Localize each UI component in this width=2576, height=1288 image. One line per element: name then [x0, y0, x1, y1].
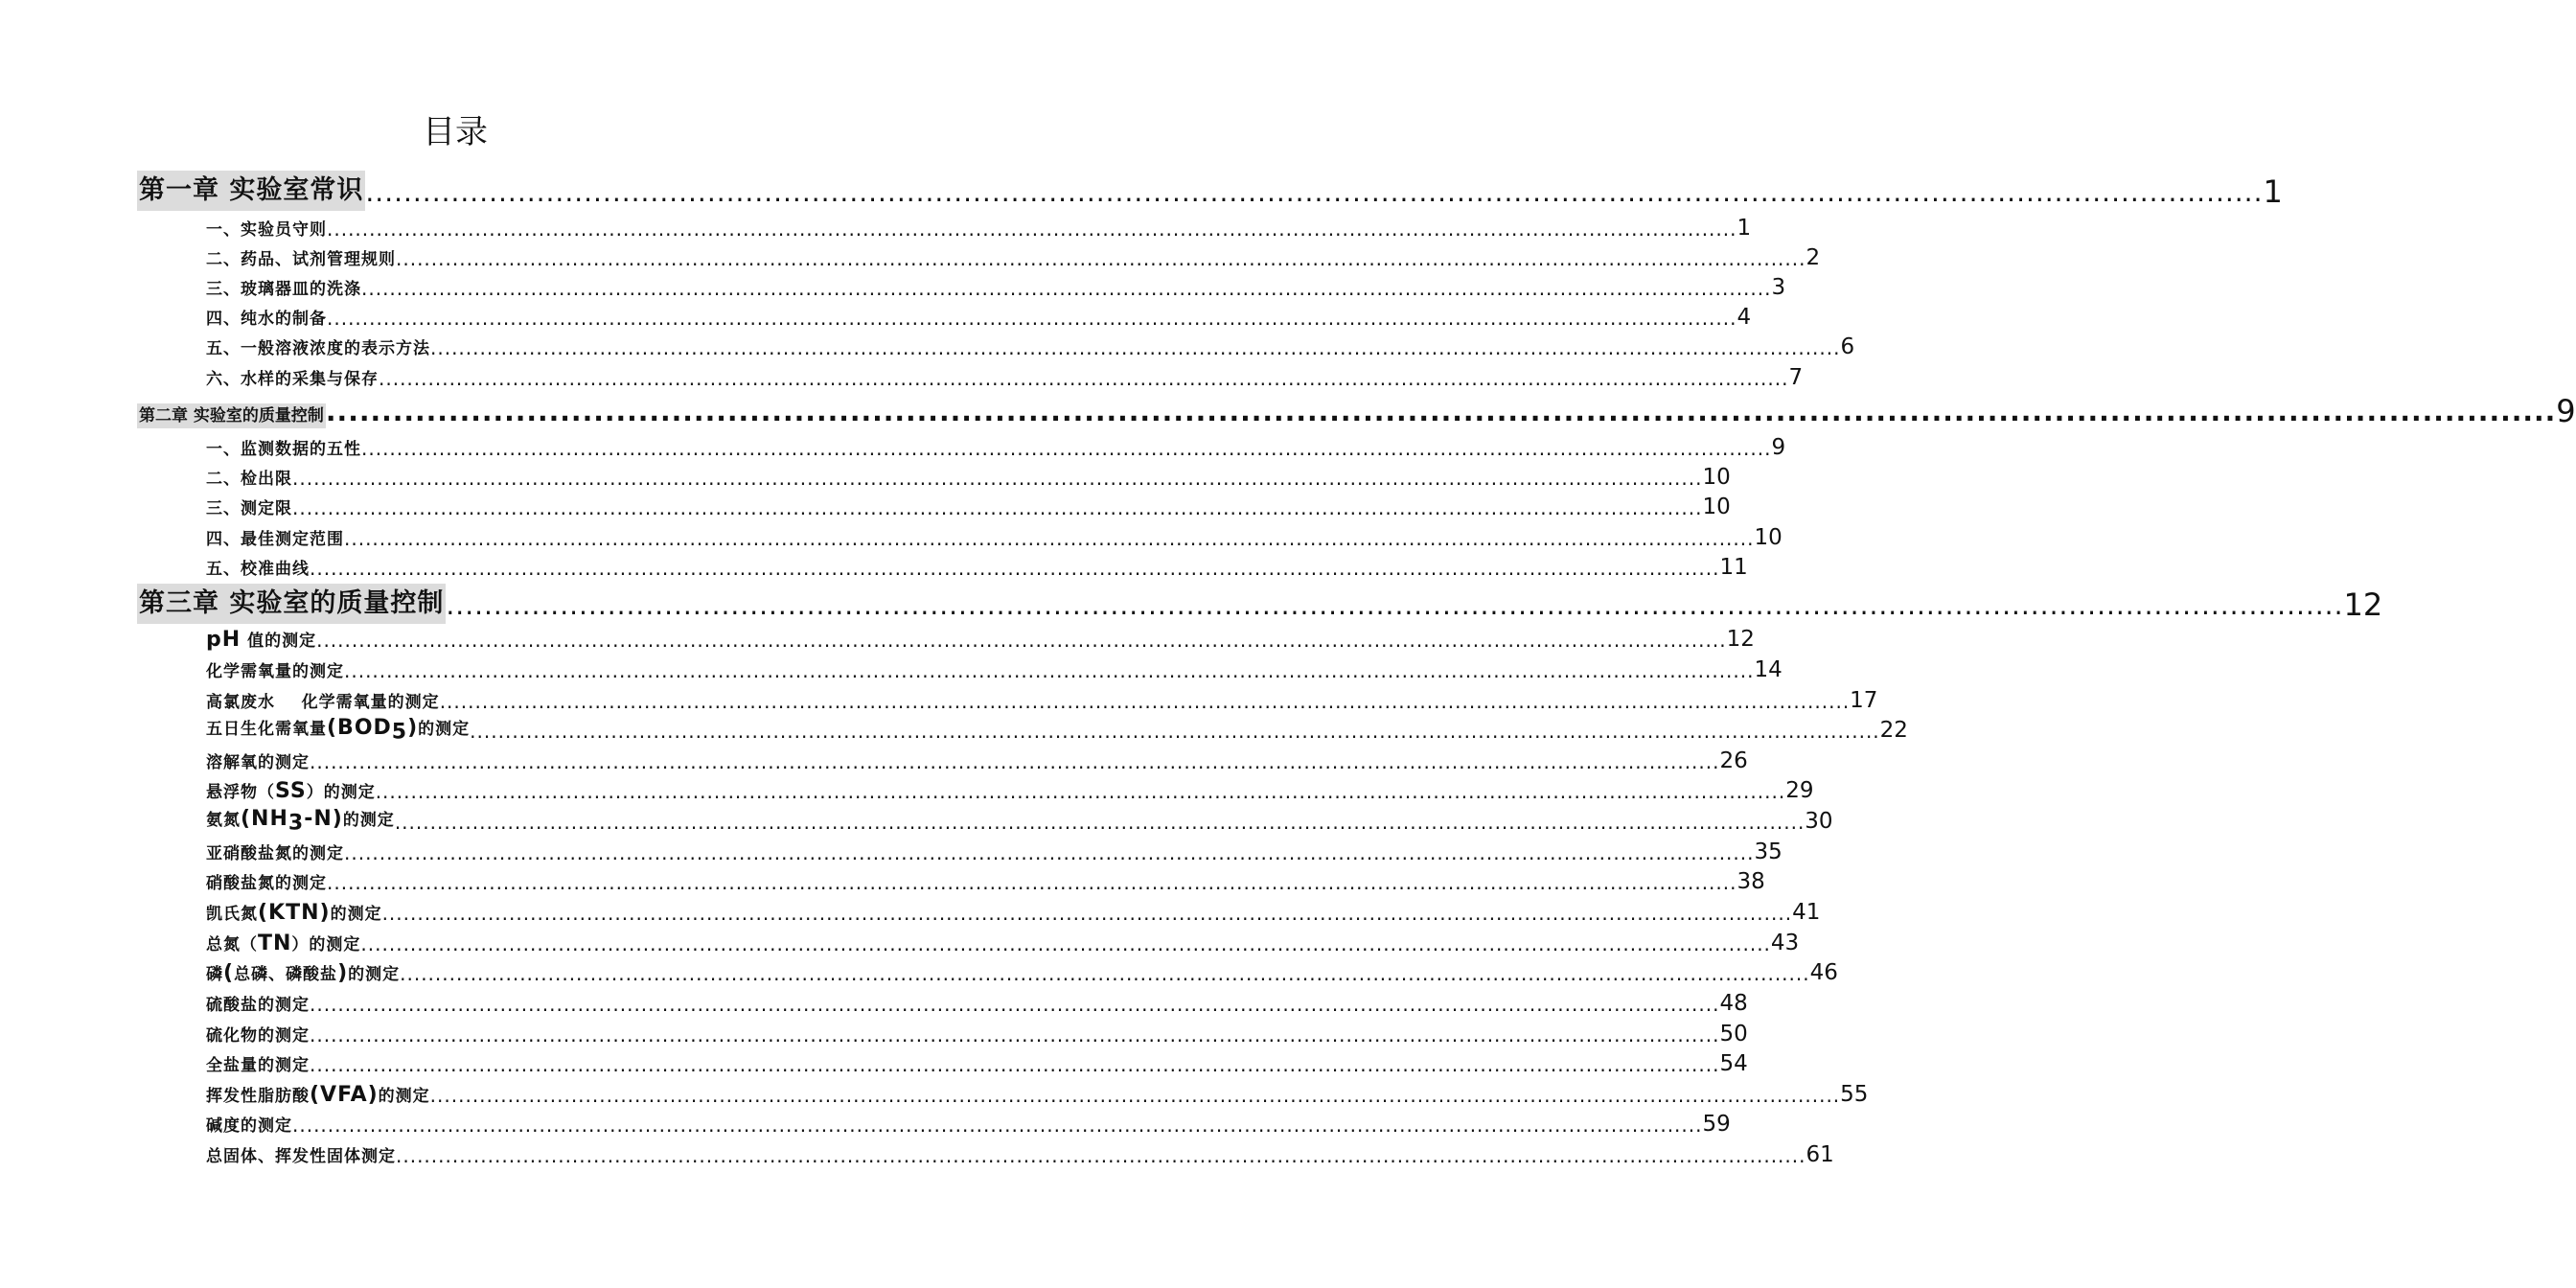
toc-leader-dots: ........................................................................................................................................................................................................ [396, 247, 1806, 270]
toc-chapter-label: 第二章 实验室的质量控制 [137, 403, 326, 428]
toc-leader-dots: ........................................................................................................................................................................................................ [439, 690, 1851, 713]
toc-page-number: 55 [1840, 1082, 1869, 1107]
toc-entry-label-part: 磷 [206, 965, 223, 984]
toc-entry-label [206, 932, 360, 957]
toc-entry[interactable] [206, 714, 1908, 745]
toc-entry[interactable] [206, 242, 1821, 272]
toc-page-number: 10 [1702, 494, 1731, 519]
toc-page-number: 29 [1785, 778, 1814, 803]
toc-entry-label-part: pH [206, 628, 242, 652]
toc-entry-label: 亚硝酸盐氮的测定 [206, 844, 344, 863]
toc-leader-dots: ........................................................................................................................................................................................................ [446, 589, 2344, 621]
toc-entry[interactable] [206, 1047, 1748, 1078]
toc-leader-dots: ........................................................................................................................................................................................................ [361, 437, 1772, 460]
toc-entry-label-part: 总氮（ [206, 935, 258, 954]
toc-page-number: 30 [1805, 809, 1833, 834]
toc-entry-label: 一、监测数据的五性 [206, 440, 361, 459]
toc-entry[interactable] [206, 836, 1782, 866]
toc-entry[interactable] [206, 361, 1804, 392]
toc-leader-dots: ........................................................................................................................................................................................................ [360, 932, 1771, 955]
toc-chapter-3[interactable] [137, 582, 2383, 624]
toc-entry[interactable] [206, 805, 1833, 836]
toc-leader-dots: ........................................................................................................................................................................................................ [429, 1084, 1841, 1107]
toc-leader-dots: ........................................................................................................................................................................................................ [379, 367, 1789, 390]
toc-chapter-2[interactable] [137, 393, 2576, 429]
toc-entry[interactable] [206, 1138, 1834, 1169]
toc-entry-label: 溶解氧的测定 [206, 753, 310, 772]
toc-page-number: 12 [1726, 627, 1755, 652]
toc-entry[interactable] [206, 896, 1821, 927]
toc-leader-dots: ........................................................................................................................................................................................................ [292, 496, 1703, 519]
toc-entry-label [206, 716, 470, 745]
toc-entry[interactable] [206, 865, 1765, 896]
toc-entry-label: 六、水样的采集与保存 [206, 370, 379, 389]
toc-leader-dots: ........................................................................................................................................................................................................ [470, 720, 1880, 743]
toc-entry-label-part: (BOD [327, 715, 392, 740]
toc-page-number: 11 [1719, 555, 1748, 580]
toc-entry-label: 碱度的测定 [206, 1116, 292, 1136]
toc-entry-label-part: 总磷、磷酸盐 [234, 965, 338, 984]
toc-leader-dots: ........................................................................................................................................................................................................ [365, 176, 2264, 208]
toc-chapter-1[interactable] [137, 169, 2283, 211]
toc-chapter-label: 第三章 实验室的质量控制 [137, 584, 446, 624]
toc-entry-label-part: 凯氏氮 [206, 905, 258, 924]
toc-entry-label [206, 779, 376, 805]
toc-entry[interactable] [206, 331, 1855, 361]
toc-entry[interactable] [206, 271, 1786, 302]
toc-leader-dots: ........................................................................................................................................................................................................ [361, 277, 1772, 300]
toc-entry-label [206, 1083, 430, 1109]
toc-leader-dots: ........................................................................................................................................................................................................ [344, 659, 1755, 682]
toc-entry-label: 五、一般溶液浓度的表示方法 [206, 339, 430, 358]
toc-page-number: 14 [1754, 657, 1782, 682]
toc-page-number: 17 [1850, 688, 1878, 713]
toc-entry-label-part: ）的测定 [306, 783, 376, 802]
toc-page-number: 10 [1702, 465, 1731, 490]
toc-entry-label: 四、最佳测定范围 [206, 530, 344, 549]
toc-entry-label: 三、测定限 [206, 499, 292, 518]
toc-entry-label [206, 961, 400, 987]
toc-page-number: 43 [1770, 931, 1800, 955]
toc-entry-label: 高氯废水 化学需氧量的测定 [206, 693, 440, 712]
toc-page-number: 4 [1736, 305, 1752, 330]
toc-page-number: 59 [1702, 1112, 1731, 1137]
toc-entry-label: 硝酸盐氮的测定 [206, 874, 327, 893]
toc-page-number: 50 [1719, 1022, 1748, 1046]
toc-page-number: 35 [1754, 840, 1782, 864]
toc-entry-label: 五、校准曲线 [206, 560, 310, 579]
toc-leader-dots: ........................................................................................................................................................................................................ [292, 1114, 1703, 1137]
toc-entry-label [206, 628, 316, 654]
toc-entry-label-part: (NH [241, 806, 288, 831]
toc-entry[interactable] [206, 684, 1878, 715]
toc-leader-dots: ........................................................................................................................................................................................................ [327, 218, 1737, 241]
toc-page-number: 22 [1879, 718, 1908, 743]
toc-page-number: 10 [1754, 525, 1782, 550]
toc-entry-label-part: ) [407, 715, 419, 740]
toc-entry-label: 硫化物的测定 [206, 1026, 310, 1046]
toc-leader-dots: ........................................................................................................................................................................................................ [344, 527, 1755, 550]
toc-entry-label: 化学需氧量的测定 [206, 662, 344, 681]
toc-page-number: 54 [1719, 1051, 1748, 1076]
toc-entry[interactable] [206, 491, 1731, 521]
toc-entry[interactable] [206, 301, 1752, 332]
toc-page-number: 38 [1736, 869, 1765, 894]
toc-leader-dots: ........................................................................................................................................................................................................ [396, 1144, 1806, 1167]
toc-leader-dots: ........................................................................................................................................................................................................ [310, 557, 1720, 580]
toc-page-number: 26 [1719, 748, 1748, 773]
toc-entry-label: 全盐量的测定 [206, 1056, 310, 1075]
toc-entry-label-part: TN [258, 932, 292, 955]
toc-page-number: 12 [2343, 586, 2383, 623]
toc-page-number: 41 [1792, 900, 1821, 925]
toc-entry-subscript: 5 [391, 720, 408, 744]
toc-page-number: 48 [1719, 991, 1748, 1016]
toc-leader-dots: ........................................................................................................................................................................................................ [375, 780, 1786, 803]
toc-entry-label-part: 的测定 [348, 965, 401, 984]
toc-leader-dots: ........................................................................................................................................................................................................ [310, 993, 1720, 1016]
toc-leader-dots: ........................................................................................................................................................................................................ [381, 902, 1793, 925]
toc-entry-label-part: 五日生化需氧量 [206, 719, 327, 739]
toc-entry-label-part: (KTN) [258, 901, 331, 925]
toc-entry-label-part: 的测定 [378, 1087, 430, 1106]
toc-page-number: 61 [1806, 1142, 1834, 1167]
toc-entry[interactable] [206, 987, 1748, 1018]
toc-page-number: 2 [1806, 245, 1821, 270]
toc-entry[interactable] [206, 1078, 1869, 1109]
toc-page-number: 1 [2263, 173, 2283, 210]
toc-leader-dots: ........................................................................................................................................................................................................ [292, 467, 1703, 490]
toc-page-number: 9 [2556, 393, 2576, 429]
toc-entry[interactable] [206, 745, 1748, 775]
toc-entry-label-part: SS [275, 779, 307, 803]
toc-leader-dots: ........................................................................................................................................................................................................ [394, 811, 1806, 834]
toc-entry-subscript: 3 [288, 811, 305, 835]
toc-leader-dots: ........................................................................................................................................................................................................ [344, 841, 1755, 864]
toc-leader-dots: ........................................................................................................................................................................................................ [430, 336, 1841, 359]
toc-leader-dots: ........................................................................................................................................................................................................ [325, 396, 2557, 427]
toc-chapter-label: 第一章 实验室常识 [137, 171, 365, 211]
toc-page-number: 9 [1771, 435, 1786, 460]
toc-entry[interactable] [206, 521, 1782, 552]
toc-title: 目录 [423, 113, 488, 151]
toc-leader-dots: ........................................................................................................................................................................................................ [316, 629, 1727, 652]
toc-entry-label-part: 的测定 [418, 719, 471, 739]
toc-leader-dots: ........................................................................................................................................................................................................ [310, 1053, 1720, 1076]
toc-entry-label: 四、纯水的制备 [206, 310, 327, 329]
toc-entry-label-part: -N) [304, 806, 343, 831]
toc-entry-label-part: ）的测定 [291, 935, 361, 954]
toc-entry[interactable] [206, 431, 1786, 462]
toc-entry[interactable] [206, 551, 1748, 582]
toc-entry[interactable] [206, 654, 1782, 684]
toc-entry-label-part: ) [337, 961, 349, 985]
toc-entry-label-part: 悬浮物（ [206, 783, 275, 802]
toc-page-number: 3 [1771, 275, 1786, 300]
toc-leader-dots: ........................................................................................................................................................................................................ [310, 750, 1720, 773]
toc-entry-label-part: (VFA) [310, 1083, 379, 1107]
toc-entry-label: 二、检出限 [206, 470, 292, 489]
toc-entry-label [206, 901, 382, 927]
toc-page-number: 1 [1736, 216, 1752, 241]
toc-page-number: 46 [1809, 960, 1838, 985]
toc-leader-dots: ........................................................................................................................................................................................................ [310, 1024, 1720, 1046]
toc-entry[interactable] [206, 956, 1838, 987]
toc-entry-label [206, 807, 395, 836]
toc-entry-label: 一、实验员守则 [206, 220, 327, 240]
toc-entry[interactable] [206, 1108, 1731, 1138]
toc-entry[interactable] [206, 927, 1800, 957]
toc-entry-label-part: ( [223, 961, 235, 985]
toc-entry[interactable] [206, 774, 1814, 805]
toc-entry-label: 硫酸盐的测定 [206, 996, 310, 1015]
toc-leader-dots: ........................................................................................................................................................................................................ [327, 307, 1737, 330]
toc-entry-label-part: 的测定 [330, 905, 382, 924]
toc-entry[interactable] [206, 212, 1752, 242]
toc-page-number: 6 [1840, 334, 1855, 359]
toc-entry-label: 二、药品、试剂管理规则 [206, 250, 396, 269]
toc-page-number: 7 [1788, 365, 1804, 390]
toc-entry-label: 总固体、挥发性固体测定 [206, 1147, 396, 1166]
toc-leader-dots: ........................................................................................................................................................................................................ [327, 871, 1737, 894]
toc-entry-label-part: 的测定 [342, 810, 395, 830]
toc-entry-label-part: 挥发性脂肪酸 [206, 1087, 310, 1106]
toc-entry[interactable] [206, 461, 1731, 492]
toc-entry-label-part: 值的测定 [247, 632, 317, 651]
toc-entry[interactable] [206, 1018, 1748, 1048]
toc-entry-label: 三、玻璃器皿的洗涤 [206, 280, 361, 299]
toc-entry-label-part: 氨氮 [206, 810, 241, 830]
toc-leader-dots: ........................................................................................................................................................................................................ [400, 962, 1810, 985]
toc-entry[interactable] [206, 623, 1755, 654]
